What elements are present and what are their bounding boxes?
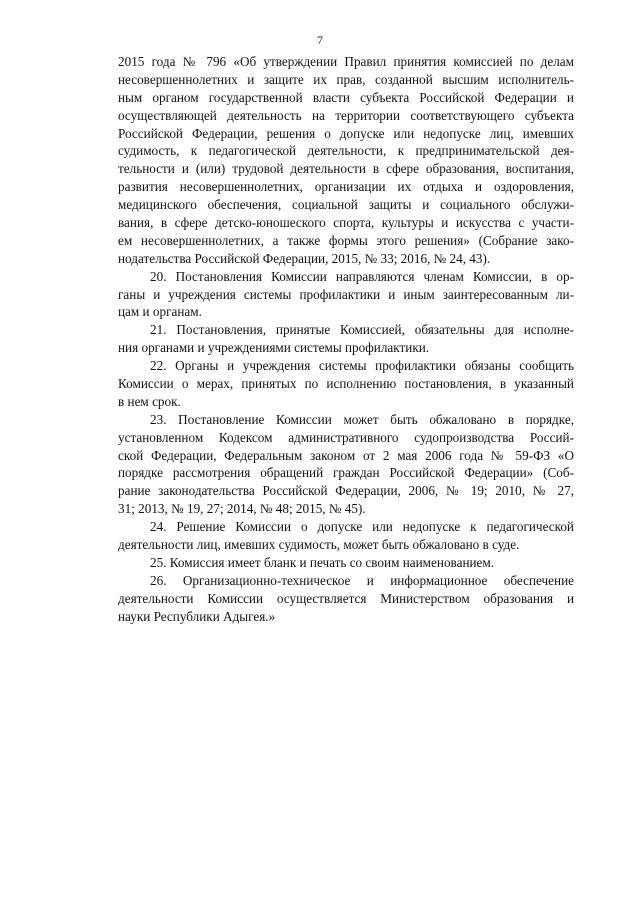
text-line: 24. Решение Комиссии о допуске или недопуске к педагогической xyxy=(150,519,574,535)
text-line: ской Федерации, Федеральным законом от 2 мая 2006 года № 59-ФЗ «О xyxy=(118,447,574,463)
paragraph-22 xyxy=(118,357,574,411)
text-line: ния органами и учреждениями системы профилактики. xyxy=(118,340,430,356)
paragraph-20 xyxy=(118,268,574,322)
paragraph-26 xyxy=(118,572,574,626)
page-number: 7 xyxy=(317,33,323,47)
document-body xyxy=(118,53,574,626)
text-line: Комиссии о мерах, принятых по исполнению постановления, в указанный xyxy=(118,376,574,392)
text-line: ем несовершеннолетних, а также формы этого решения» (Собрание зако- xyxy=(118,232,574,248)
paragraph-24 xyxy=(118,518,574,554)
text-line: 2015 года № 796 «Об утверждении Правил принятия комиссией по делам xyxy=(118,54,574,69)
text-line: медицинского обеспечения, социальной защиты и социального обслужи- xyxy=(118,197,574,213)
text-line: деятельности лиц, имевших судимость, может быть обжаловано в суде. xyxy=(118,537,520,553)
paragraph-21 xyxy=(118,321,574,357)
text-line: тельности и (или) трудовой деятельности в сфере образования, воспитания, xyxy=(118,161,574,177)
text-line: 23. Постановление Комиссии может быть обжаловано в порядке, xyxy=(150,411,574,427)
paragraph-25 xyxy=(118,554,574,572)
text-line: рание законодательства Российской Федерации, 2006, № 19; 2010, № 27, xyxy=(118,483,574,499)
text-line: 25. Комиссия имеет бланк и печать со своим наименованием. xyxy=(150,554,495,570)
text-line: нодательства Российской Федерации, 2015, № 33; 2016, № 24, 43). xyxy=(118,250,491,266)
text-line: осуществляющей деятельность на территории соответствующего субъекта xyxy=(118,107,574,123)
text-line: порядке рассмотрения обращений граждан Российской Федерации» (Соб- xyxy=(118,465,574,481)
text-line: 20. Постановления Комиссии направляются членам Комиссии, в ор- xyxy=(150,268,574,284)
paragraph-continuation xyxy=(118,53,574,268)
text-line: 22. Органы и учреждения системы профилактики обязаны сообщить xyxy=(150,358,574,374)
text-line: ным органом государственной власти субъекта Российской Федерации и xyxy=(118,89,574,105)
text-line: деятельности Комиссии осуществляется Министерством образования и xyxy=(118,590,574,606)
text-line: цам и органам. xyxy=(118,304,202,320)
text-line: ганы и учреждения системы профилактики и иным заинтересованным ли- xyxy=(118,286,574,302)
text-line: развития несовершеннолетних, организации их отдыха и оздоровления, xyxy=(118,179,574,195)
text-line: в нем срок. xyxy=(118,393,181,409)
text-line: 31; 2013, № 19, 27; 2014, № 48; 2015, № 45). xyxy=(118,501,366,517)
text-line: Российской Федерации, решения о допуске или недопуске лиц, имевших xyxy=(118,125,574,141)
text-line: науки Республики Адыгея.» xyxy=(118,608,276,624)
text-line: установленном Кодексом административного судопроизводства Россий- xyxy=(118,429,574,445)
text-line: судимость, к педагогической деятельности, к предпринимательской дея- xyxy=(118,143,574,159)
text-line: несовершеннолетних и защите их прав, созданной высшим исполнитель- xyxy=(118,71,574,87)
text-line: 21. Постановления, принятые Комиссией, обязательны для исполне- xyxy=(150,322,574,338)
paragraph-23 xyxy=(118,411,574,518)
text-line: 26. Организационно-техническое и информационное обеспечение xyxy=(150,572,574,588)
text-line: вания, в сфере детско-юношеского спорта, культуры и искусства с участи- xyxy=(118,215,574,231)
